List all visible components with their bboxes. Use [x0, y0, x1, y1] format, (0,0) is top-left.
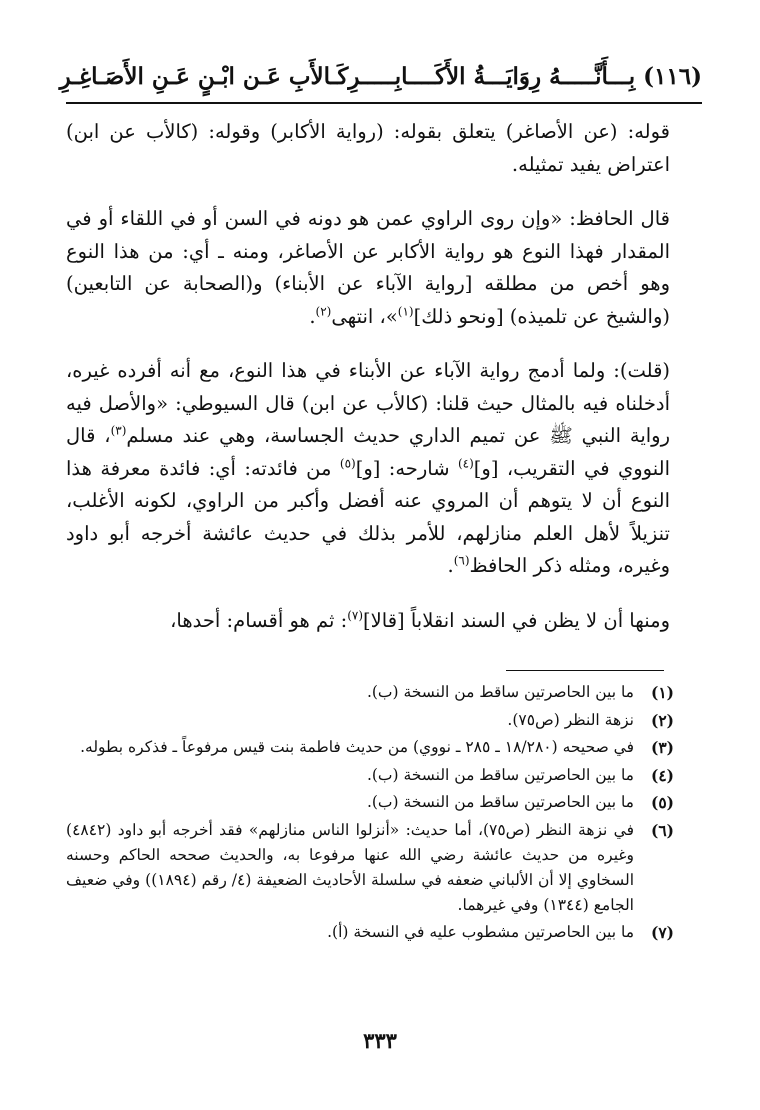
footnote-3: [66, 735, 674, 760]
footnotes: [66, 680, 674, 948]
footnote-number: (٣): [650, 738, 674, 757]
paragraph-2: قال الحافظ: «وإن روى الراوي عمن هو دونه في السن أو في اللقاء أو في المقدار فهذا النوع هو رواية الأكابر عن الأصاغر، ومنه ـ أي: من هذا النوع وهو أخص من مطلقه [رواية الآباء عن الأبناء) و(الصحابة عن التابعين) (والشيخ عن تلميذه) [ونحو ذلك]$^{(١)}$»، انتهى$^{(٢)}$.: [66, 207, 670, 328]
header-left-text: كَـالأَبِ عَـن ابْـنٍ عَـنِ الأَصَـاغِـرِ: [59, 62, 349, 90]
footnote-separator: [506, 670, 664, 671]
footnote-text: في نزهة النظر (ص٧٥)، أما حديث: «أنزلوا الناس منازلهم» فقد أخرجه أبو داود (٤٨٤٢) وغيره من حديث عائشة رضي الله عنها مرفوعا به، والحديث صححه الحاكم وحسنه السخاوي إلا أن الألباني ضعفه في سلسلة الأحاديث الضعيفة (٤/ رقم (١٨٩٤)) وفي ضعيف الجامع (١٣٤٤) وفي غيرهما.: [66, 820, 634, 914]
footnote-7: [66, 920, 674, 945]
footnote-1: [66, 680, 674, 705]
footnote-number: (٤): [650, 765, 674, 785]
footnote-ref: (٦): [453, 553, 470, 568]
footnote-text: ما بين الحاصرتين مشطوب عليه في النسخة (أ).: [327, 923, 634, 941]
paragraph-3: (قلت): ولما أدمج رواية الآباء عن الأبناء في هذا النوع، مع أنه أفرده غيره، أدخلناه فيه بالمثال حيث قلنا: (كالأب عن ابن) قال السيوطي: «والأصل فيه رواية النبي ﷺ عن تميم الداري حديث الجساسة، وهي عند مسلم$^{(٣)}$، قال النووي في التقريب، [و]$^{(٤)}$ شارحه: [و]$^{(٥)}$ من فائدته: أي: فائدة معرفة هذا النوع أن لا يتوهم أن المروي عنه أفضل وأكبر من الراوي، لكونه الأغلب، تنزيلاً لأهل العلم منازلهم، للأمر بذلك في حديث عائشة أخرجه أبو داود وغيره، ومثله ذكر الحافظ$^{(٦)}$.: [66, 359, 670, 577]
footnote-text: ما بين الحاصرتين ساقط من النسخة (ب).: [366, 793, 634, 811]
footnote-text: ما بين الحاصرتين ساقط من النسخة (ب).: [366, 765, 634, 784]
footnote-number: (٥): [650, 793, 674, 812]
footnote-number: (٢): [650, 710, 674, 730]
footnote-5: [66, 790, 674, 815]
header-right-text: (١١٦) بِـــأَنَّـــــهُ رِوَايَـــةُ الأَكَــــابِـــــرِ: [348, 62, 702, 90]
footnote-6: [66, 818, 674, 918]
footnote-ref: (٣): [110, 423, 127, 438]
footnote-text: نزهة النظر (ص٧٥).: [507, 710, 634, 729]
footnote-number: (١): [650, 683, 674, 702]
footnote-text: في صحيحه (١٨/٢٨٠ ـ ٢٨٥ ـ نووي) من حديث فاطمة بنت قيس مرفوعاً ـ فذكره بطوله.: [80, 738, 634, 756]
footnote-ref: (١): [397, 304, 414, 318]
footnote-text: ما بين الحاصرتين ساقط من النسخة (ب).: [366, 683, 634, 701]
paragraph-4: ومنها أن لا يظن في السند انقلاباً [قالا]$^{(٧)}$: ثم هو أقسام: أحدها،: [170, 608, 670, 632]
footnote-ref: (٤): [457, 456, 474, 470]
paragraph-1: قوله: (عن الأصاغر) يتعلق بقوله: (رواية الأكابر) وقوله: (كالأب عن ابن) اعتراض يفيد تمثيله.: [66, 120, 670, 176]
page-number: ٣٣٣: [363, 1028, 397, 1053]
footnote-2: [66, 708, 674, 733]
main-text: [66, 116, 670, 637]
running-header: [59, 54, 702, 98]
footnote-number: (٧): [650, 923, 674, 942]
footnote-ref: (٥): [339, 456, 356, 470]
header-rule: [66, 102, 702, 104]
footnote-ref: (٢): [315, 304, 332, 318]
footnote-number: (٦): [650, 820, 674, 840]
footnote-4: [66, 763, 674, 788]
footnote-ref: (٧): [347, 608, 364, 622]
